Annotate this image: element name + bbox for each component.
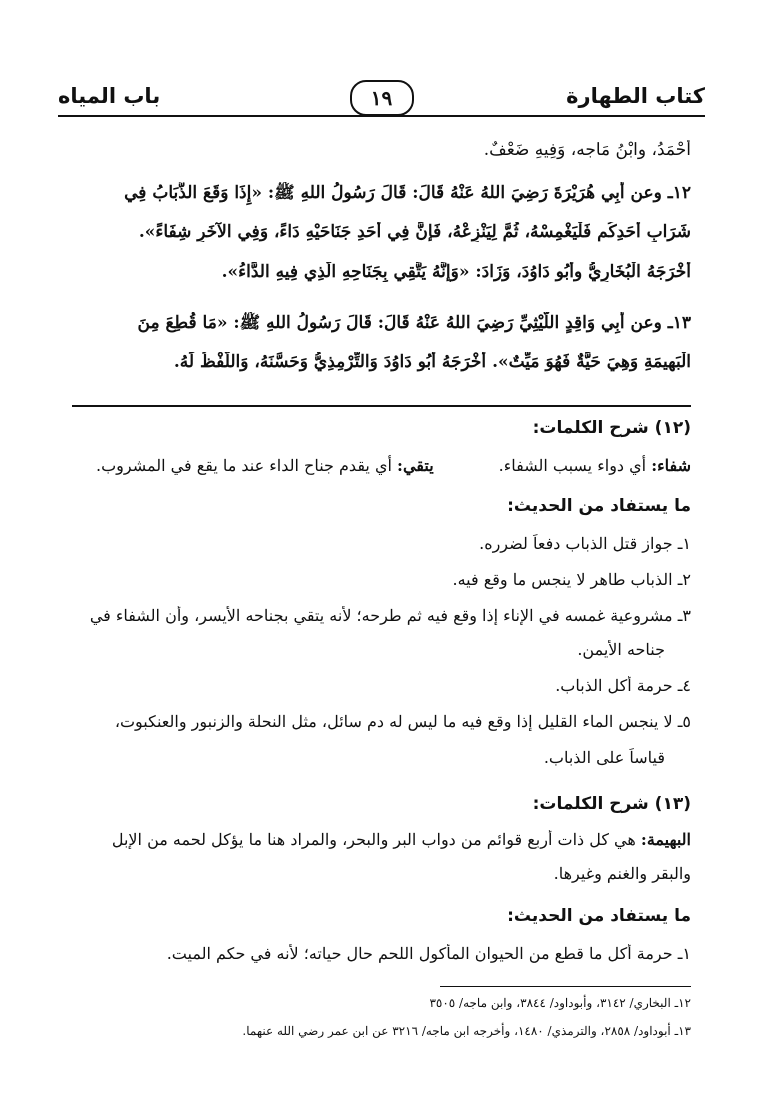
- vocab-definition: أي يقدم جناح الداء عند ما يقع في المشروب.: [96, 456, 392, 475]
- vocab-definition: أي دواء يسبب الشفاء.: [498, 456, 647, 475]
- hadith-line: شَرَابِ أَحَدِكُم فَلْيَغْمِسْهُ، ثُمَّ لِيَنْزِعْهُ، فَإِنَّ فِي أَحَدِ جَنَاحَيْهِ دَاءً، وَفِي الآخَرِ شِفَاءً».: [138, 222, 691, 242]
- benefits-heading-12: ما يستفاد من الحديث:: [507, 496, 691, 516]
- vocab-entry-bahima: [72, 830, 691, 849]
- footnote: ١٢ـ البخاري/ ٣١٤٢، وأبوداود/ ٣٨٤٤، وابن ماجه/ ٣٥٠٥: [429, 996, 691, 1010]
- benefit-item: ٤ـ حرمة أكل الذباب.: [555, 676, 691, 695]
- benefit-item-continuation: قياساً على الذباب.: [543, 748, 665, 767]
- benefit-item: ٣ـ مشروعية غمسه في الإناء إذا وقع فيه ثم طرحه؛ لأنه يتقي بجناحه الأيسر، وأن الشفاء في: [89, 606, 691, 625]
- hadith-line: أَخْرَجَهُ الْبُخَارِيُّ وأَبُو دَاوُدَ، وَزَادَ: «وَإِنَّهُ يَتَّقِي بِجَنَاحِهِ الَّذِي فِيهِ الدَّاءُ».: [221, 262, 691, 282]
- hadith-line: ١٣ـ وعن أَبِي وَاقِدٍ اللَّيْثِيِّ رَضِيَ اللهُ عَنْهُ قَالَ: قَالَ رَسُولُ اللهِ ﷺ: «مَا قُطِعَ مِنَ: [137, 313, 691, 333]
- footnote: ١٣ـ أبوداود/ ٢٨٥٨، والترمذي/ ١٤٨٠، وأخرجه ابن ماجه/ ٣٢١٦ عن ابن عمر رضي الله عنهما.: [242, 1024, 691, 1038]
- benefit-item-continuation: جناحه الأيمن.: [577, 640, 665, 659]
- vocab-definition: هي كل ذات أربع قوائم من دواب البر والبحر، والمراد هنا ما يؤكل لحمه من الإبل: [111, 830, 636, 849]
- vocab-term: البهيمة:: [640, 830, 691, 849]
- vocab-heading-13: (١٣) شرح الكلمات:: [532, 794, 691, 814]
- hadith-line: الْبَهِيمَةِ وَهِيَ حَيَّةٌ فَهُوَ مَيِّتٌ». أَخْرَجَهُ أَبُو دَاوُدَ وَالتِّرْمِذِيُّ وَحَسَّنَهُ، وَاللَّفْظُ لَهُ.: [173, 352, 691, 372]
- benefits-heading-13: ما يستفاد من الحديث:: [507, 906, 691, 926]
- chapter-title: باب المياه: [58, 84, 161, 108]
- hadith-line: ١٢ـ وعن أَبِي هُرَيْرَةَ رَضِيَ اللهُ عَنْهُ قَالَ: قَالَ رَسُولُ اللهِ ﷺ: «إِذَا وَقَعَ الذُّبَابُ فِي: [124, 183, 691, 203]
- vocab-heading-12: (١٢) شرح الكلمات:: [532, 418, 691, 438]
- vocab-term: شفاء:: [651, 456, 691, 475]
- vocab-entry-yattaqi: [96, 456, 434, 475]
- vocab-term: يتقي:: [397, 456, 434, 475]
- vocab-entry-shifa: [499, 456, 691, 475]
- section-divider: [72, 405, 691, 407]
- benefit-item: ٢ـ الذباب طاهر لا ينجس ما وقع فيه.: [452, 570, 691, 589]
- book-title: كتاب الطهارة: [566, 84, 705, 108]
- page-header: [58, 82, 705, 122]
- hadith-line: أَحْمَدُ، وابْنُ مَاجه، وَفِيهِ ضَعْفٌ.: [483, 140, 691, 160]
- page-number: ١٩: [350, 80, 414, 116]
- benefit-item: ١ـ حرمة أكل ما قطع من الحيوان المأكول اللحم حال حياته؛ لأنه في حكم الميت.: [166, 944, 691, 963]
- benefit-item: ١ـ جواز قتل الذباب دفعاً لضرره.: [479, 534, 691, 553]
- footnote-divider: [440, 986, 691, 987]
- vocab-definition-continuation: والبقر والغنم وغيرها.: [553, 864, 691, 883]
- header-rule: [58, 115, 705, 117]
- benefit-item: ٥ـ لا ينجس الماء القليل إذا وقع فيه ما ليس له دم سائل، مثل النحلة والزنبور والعنكبوت،: [114, 712, 691, 731]
